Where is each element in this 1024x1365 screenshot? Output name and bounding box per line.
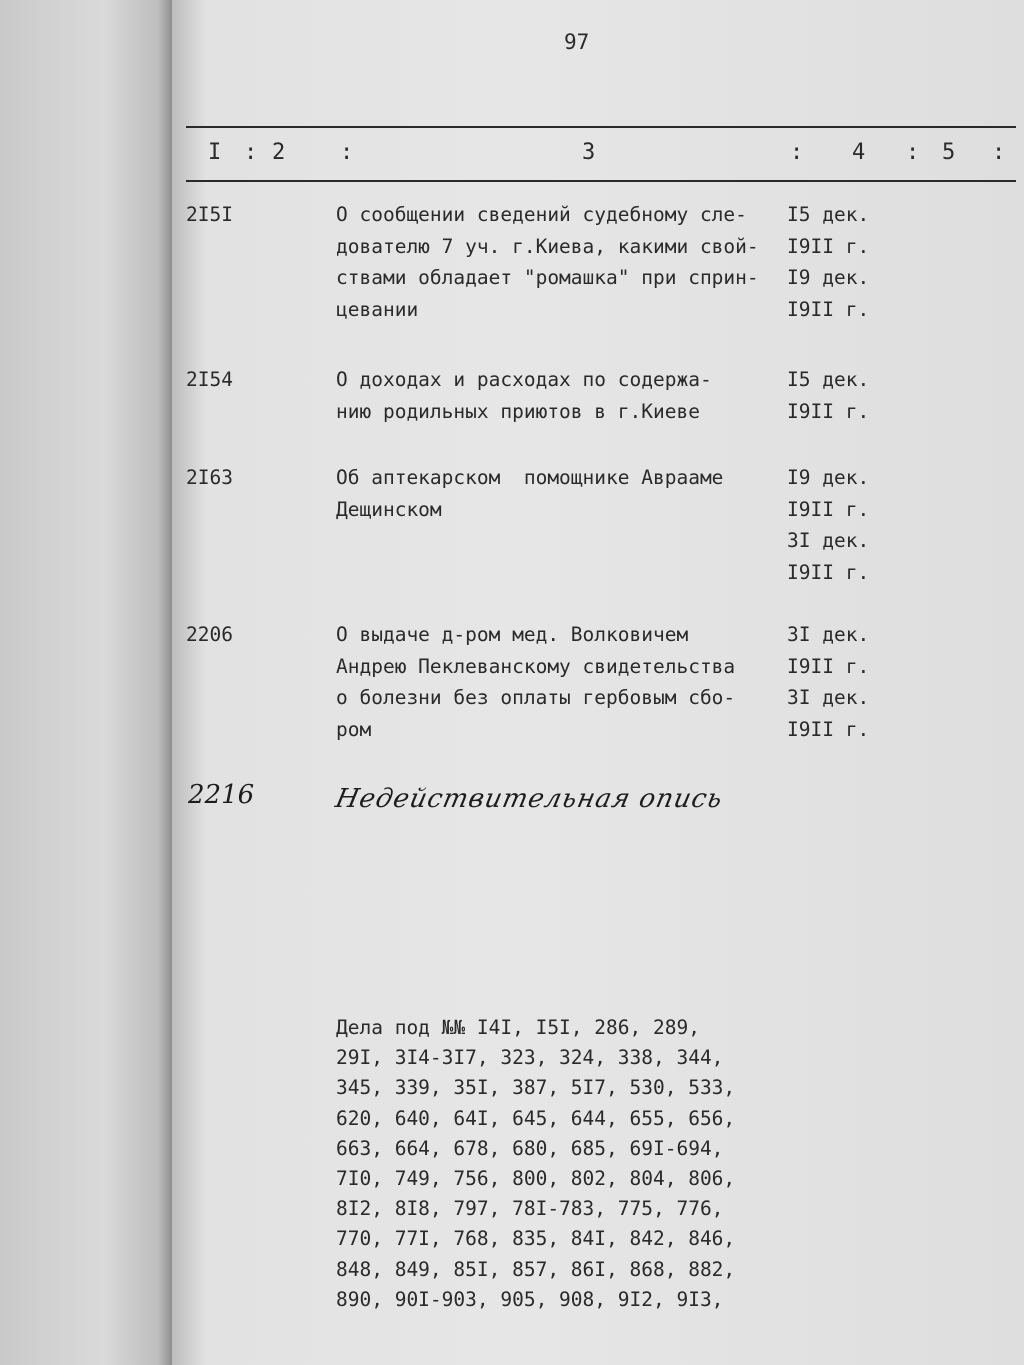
header-column-10: :: [992, 140, 1006, 165]
header-column-7: 4: [852, 140, 866, 165]
header-column-9: 5: [942, 140, 956, 165]
entry-date: 3I дек.: [787, 686, 870, 709]
entry-title-line: Андрею Пеклеванскому свидетельства: [336, 654, 736, 678]
entry-title-line: цевании: [336, 297, 419, 321]
entry-title-line: О выдаче д-ром мед. Волковичем: [336, 623, 689, 646]
entry-date: I9II г.: [787, 399, 870, 423]
entry-date: I9II г.: [787, 560, 870, 584]
cases-list-line: 8I2, 8I8, 797, 78I-783, 775, 776,: [336, 1197, 724, 1221]
cases-list-line: 663, 664, 678, 680, 685, 69I-694,: [336, 1136, 724, 1160]
entry-number: 2I63: [186, 466, 233, 489]
entry-title-line: нию родильных приютов в г.Киеве: [336, 399, 700, 423]
entry-title-line: Дещинском: [336, 497, 442, 521]
cases-list-line: 7I0, 749, 756, 800, 802, 804, 806,: [336, 1167, 736, 1190]
entry-number: 2206: [186, 623, 233, 646]
header-column-1: I: [208, 140, 222, 165]
page-number: 97: [564, 30, 590, 54]
cases-list-line: 345, 339, 35I, 387, 5I7, 530, 533,: [336, 1076, 736, 1100]
cases-list-line: 620, 640, 64I, 645, 644, 655, 656,: [336, 1106, 736, 1130]
entry-title-line: ствами обладает "ромашка" при сприн-: [336, 266, 759, 289]
entry-title-line: О сообщении сведений судебному сле-: [336, 203, 747, 226]
entry-title-line: дователю 7 уч. г.Киева, какими свой-: [336, 234, 759, 258]
header-column-2: :: [244, 140, 258, 165]
header-column-8: :: [906, 140, 920, 165]
entry-date: I9II г.: [787, 297, 870, 321]
cases-list-line: 29I, 3I4-3I7, 323, 324, 338, 344,: [336, 1046, 724, 1070]
entry-number: 2I54: [186, 368, 233, 391]
entry-date: I5 дек.: [787, 368, 870, 391]
handwritten-entry-number: 2216: [188, 780, 255, 810]
entry-title-line: Об аптекарском помощнике Аврааме: [336, 466, 724, 489]
entry-date: I9 дек.: [787, 266, 870, 289]
entry-date: 3I дек.: [787, 529, 870, 552]
cases-list-line: 890, 90I-903, 905, 908, 9I2, 9I3,: [336, 1287, 724, 1311]
table-header-rule: [186, 180, 1016, 182]
handwritten-entry-title: Недействительная опись: [332, 784, 726, 814]
entry-title-line: о болезни без оплаты гербовым сбо-: [336, 686, 736, 709]
document-page: [172, 0, 1024, 1365]
entry-date: I9II г.: [787, 234, 870, 258]
cases-list-line: 770, 77I, 768, 835, 84I, 842, 846,: [336, 1227, 736, 1251]
header-column-6: :: [790, 140, 804, 165]
header-column-3: 2: [272, 140, 286, 165]
entry-title-line: О доходах и расходах по содержа-: [336, 368, 712, 391]
entry-date: I9II г.: [787, 654, 870, 678]
table-top-rule: [186, 126, 1016, 128]
entry-number: 2I5I: [186, 203, 233, 226]
entry-title-line: ром: [336, 717, 372, 741]
cases-list-line: 848, 849, 85I, 857, 86I, 868, 882,: [336, 1257, 736, 1281]
entry-date: I9 дек.: [787, 466, 870, 489]
header-column-4: :: [340, 140, 354, 165]
cases-list-line: Дела под №№ I4I, I5I, 286, 289,: [336, 1016, 700, 1039]
entry-date: I5 дек.: [787, 203, 870, 226]
left-page-edge: [0, 0, 172, 1365]
header-column-5: 3: [582, 140, 596, 165]
entry-date: 3I дек.: [787, 623, 870, 646]
entry-date: I9II г.: [787, 717, 870, 741]
entry-date: I9II г.: [787, 497, 870, 521]
